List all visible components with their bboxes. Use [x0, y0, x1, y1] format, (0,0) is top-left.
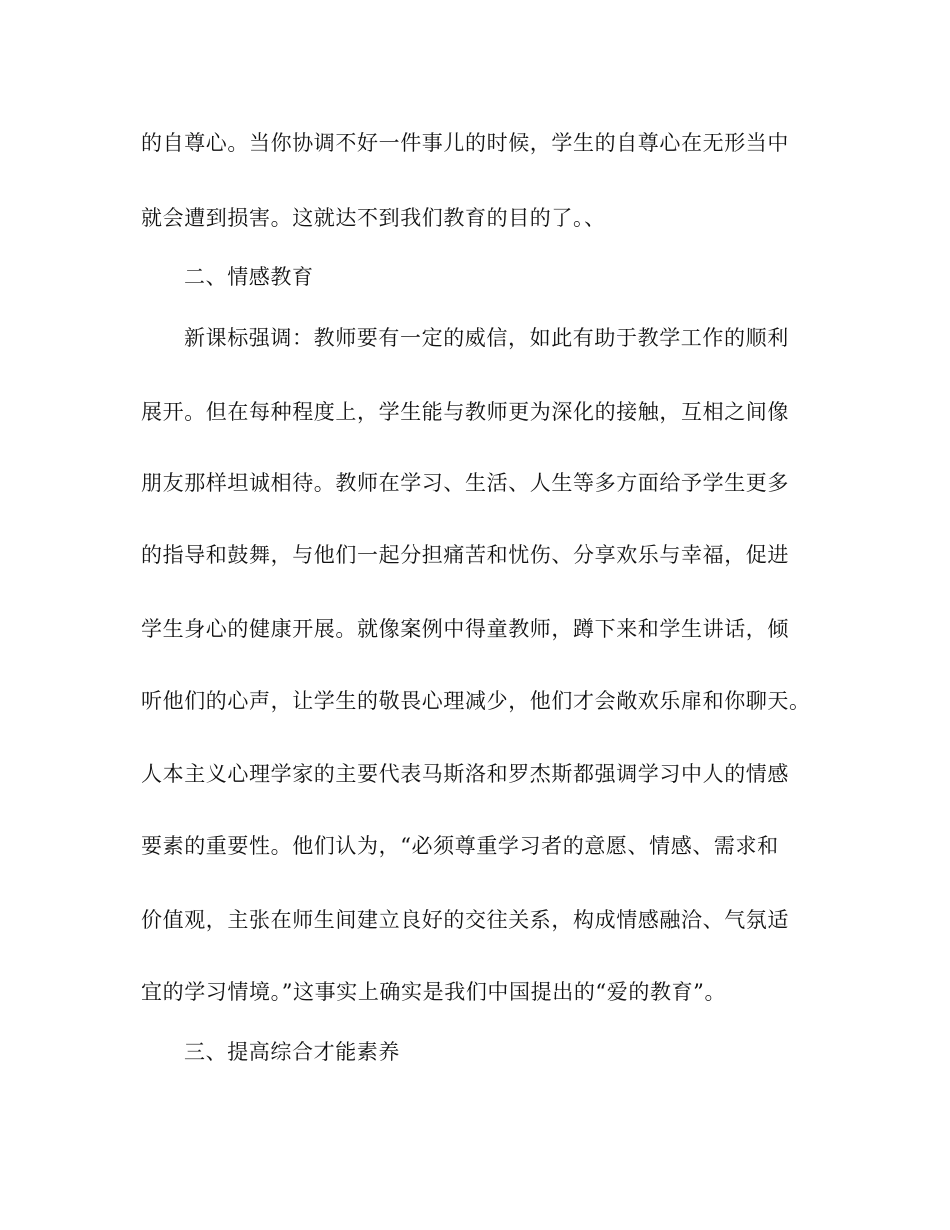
body-text-line: 朋友那样坦诚相待。教师在学习、生活、人生等多方面给予学生更多 [141, 471, 789, 495]
body-text-line: 新课标强调：教师要有一定的威信，如此有助于教学工作的顺利 [184, 326, 789, 350]
body-text-line: 价值观，主张在师生间建立良好的交往关系，构成情感融洽、气氛适 [141, 908, 789, 932]
body-text-line: 宜的学习情境。”这事实上确实是我们中国提出的“爱的教育”。 [141, 980, 727, 1004]
body-text-line: 听他们的心声，让学生的敬畏心理减少，他们才会敞欢乐扉和你聊天。 [141, 689, 811, 713]
body-text-line: 的自尊心。当你协调不好一件事儿的时候，学生的自尊心在无形当中 [141, 131, 789, 155]
section-heading: 二、情感教育 [184, 265, 314, 289]
body-text-line: 人本主义心理学家的主要代表马斯洛和罗杰斯都强调学习中人的情感 [141, 762, 789, 786]
body-text-line: 就会遭到损害。这就达不到我们教育的目的了。、 [141, 206, 606, 230]
section-heading: 三、提高综合才能素养 [184, 1040, 400, 1064]
body-text-line: 学生身心的健康开展。就像案例中得童教师，蹲下来和学生讲话，倾 [141, 617, 789, 641]
body-text-line: 要素的重要性。他们认为，“必须尊重学习者的意愿、情感、需求和 [141, 834, 779, 858]
body-text-line: 的指导和鼓舞，与他们一起分担痛苦和忧伤、分享欢乐与幸福，促进 [141, 543, 789, 567]
body-text-line: 展开。但在每种程度上，学生能与教师更为深化的接触，互相之间像 [141, 400, 789, 424]
